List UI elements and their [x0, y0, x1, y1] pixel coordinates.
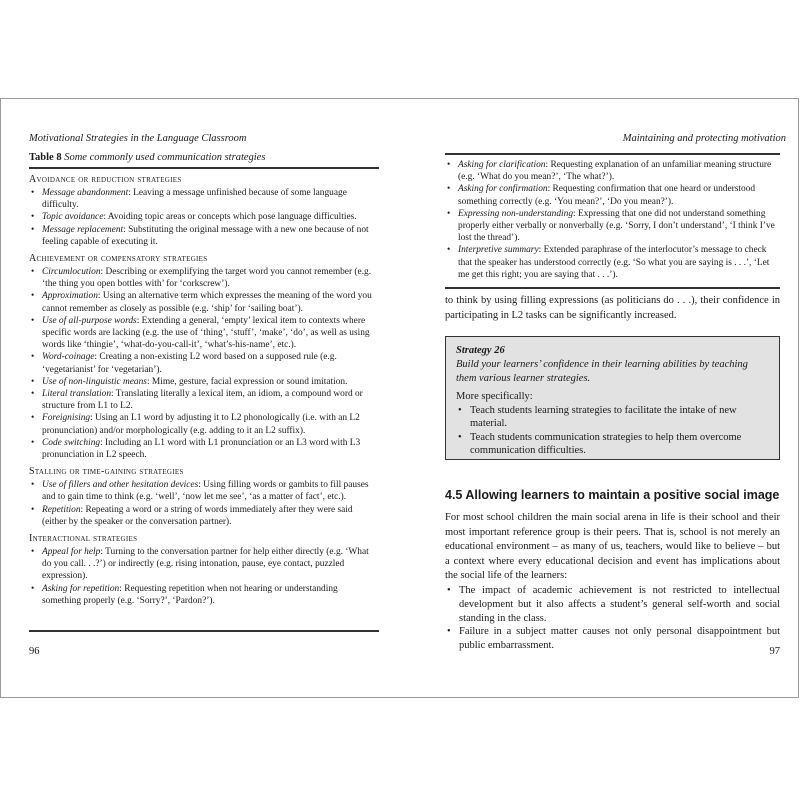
strategy-entry [41, 315, 379, 352]
strategy-entry [41, 546, 379, 583]
strategy-description: : Using filling words or gambits to fill pauses and to gain time to think (e.g. ‘well’, ‘now let me see’, ‘as a matter of fact’, etc.). [42, 480, 369, 503]
table-title: Some commonly used communication strategies [64, 152, 266, 163]
table-category-heading: Stalling or time-gaining strategies [29, 466, 184, 478]
strategy-entry [41, 266, 379, 290]
strategy-entry [41, 224, 379, 248]
strategy-description: : Extended paraphrase of the interlocutor’s message to check that the speaker has understood correctly (e.g. ‘So what you are saying is . . .’, ‘Let me get this right; you are saying that . . .’). [458, 245, 770, 280]
strategy-description: : Using an alternative term which expresses the meaning of the word you cannot remember as closely as possible (e.g. ‘ship’ for ‘sailing boat’). [42, 291, 372, 314]
table-caption [29, 152, 265, 163]
page-number-left: 96 [29, 646, 40, 657]
section-bullet-list [445, 584, 780, 653]
table-category-list [29, 187, 379, 248]
strategy-term: Word-coinage [42, 352, 95, 363]
strategy-term: Literal translation [42, 389, 112, 400]
table-category-list [29, 266, 379, 461]
section-bullet: • Failure in a subject matter causes not only personal disappointment but public embarrassment. [459, 625, 780, 653]
strategy-term: Code switching [42, 437, 101, 448]
strategy-term: Foreignising [42, 413, 91, 424]
strategy-list [456, 404, 769, 458]
strategy-entry [41, 504, 379, 528]
strategy-term: Repetition [42, 504, 81, 515]
strategy-entry [457, 159, 780, 183]
continued-strategy-list [445, 159, 780, 281]
strategy-description: : Avoiding topic areas or concepts which pose language difficulties. [103, 212, 357, 223]
strategy-term: Message replacement [42, 224, 124, 235]
strategy-description: : Requesting repetition when not hearing or understanding something properly (e.g. ‘Sorry?’, ‘Pardon?’). [42, 583, 338, 606]
strategy-term: Asking for repetition [42, 583, 120, 594]
strategy-entry [41, 412, 379, 436]
section-heading: 4.5 Allowing learners to maintain a positive social image [445, 488, 780, 502]
section-bullet: • The impact of academic achievement is not restricted to intellectual development but it also affects a student’s general self-worth and social standing in the class. [459, 584, 780, 625]
right-page [401, 99, 800, 697]
strategy-term: Circumlocution [42, 267, 101, 278]
left-page [1, 99, 401, 697]
strategy-description: : Requesting explanation of an unfamiliar meaning structure (e.g. ‘What do you mean?’, ‘The what?’). [458, 160, 772, 183]
strategy-term: Topic avoidance [42, 212, 104, 223]
strategy-term: Expressing non-understanding [458, 208, 574, 219]
strategy-term: Use of all-purpose words [42, 315, 137, 326]
strategy-description: : Repeating a word or a string of words immediately after they were said (either by the speaker or the conversation partner). [42, 504, 353, 527]
table-category-heading: Avoidance or reduction strategies [29, 174, 182, 185]
strategy-entry [41, 437, 379, 461]
strategy-list-item: • Teach students learning strategies to facilitate the intake of new material. [470, 404, 769, 431]
strategy-description: : Expressing that one did not understand something properly either verbally or nonverbally (e.g. ‘Sorry, I don’t understand’, ‘I think I’ve lost the thread’). [458, 208, 775, 244]
section-paragraph: For most school children the main social arena in life is their school and their most important reference group is their peers. That is, school is not merely an educational environment – as many of us, teachers, would like to believe – but a context where every educational decision and event has implications about the social life of the learners: [445, 512, 780, 582]
book-spread [0, 98, 799, 698]
strategy-entry [41, 290, 379, 314]
strategy-entry [457, 183, 780, 207]
strategy-term: Use of fillers and other hesitation devices [42, 480, 199, 491]
table-category-heading: Interactional strategies [29, 533, 138, 545]
strategy-term: Interpretive summary [458, 245, 539, 256]
strategy-entry [41, 187, 379, 211]
strategy-term: Use of non-linguistic means [42, 376, 147, 387]
communication-strategies-table [29, 167, 379, 632]
strategy-description: : Mime, gesture, facial expression or sound imitation. [146, 376, 348, 387]
running-head-left: Motivational Strategies in the Language Classroom [29, 133, 247, 144]
table-category-list [29, 479, 379, 528]
strategy-box [445, 336, 780, 460]
table-label: Table 8 [29, 152, 62, 163]
table-continuation [445, 153, 780, 289]
table-category-list [29, 546, 379, 607]
strategy-term: Message abandonment [42, 188, 129, 198]
strategy-entry [457, 208, 780, 245]
strategy-entry [41, 479, 379, 503]
paragraph-continuation: to think by using filling expressions (as politicians do . . .), their confidence in participating in L2 tasks can be significantly increased. [445, 295, 780, 321]
running-head-right: Maintaining and protecting motivation [622, 133, 786, 144]
strategy-entry [41, 351, 379, 375]
strategy-description: : Requesting confirmation that one heard or understood something correctly (e.g. ‘You mean?’, ‘Do you mean?’). [458, 184, 756, 207]
strategy-more: More specifically: [456, 391, 533, 402]
strategy-list-item: • Teach students communication strategies to help them overcome communication difficulties. [470, 431, 769, 458]
strategy-description: : Substituting the original message with a new one because of not feeling capable of executing it. [42, 224, 369, 247]
strategy-entry [41, 388, 379, 412]
strategy-description: : Creating a non-existing L2 word based on a supposed rule (e.g. ‘vegetarianist’ for ‘vegetarian’). [42, 352, 337, 375]
strategy-entry [41, 583, 379, 607]
strategy-description: : Leaving a message unfinished because of some language difficulty. [42, 188, 347, 211]
strategy-description: : Translating literally a lexical item, an idiom, a compound word or structure from L1 to L2. [42, 389, 363, 412]
strategy-description: : Describing or exemplifying the target word you cannot remember (e.g. ‘the thing you open bottles with’ for ‘corkscrew’). [42, 267, 372, 290]
strategy-entry [41, 376, 379, 388]
strategy-term: Asking for confirmation [458, 184, 548, 195]
table-category-heading: Achievement or compensatory strategies [29, 253, 208, 265]
strategy-description: : Including an L1 word with L1 pronunciation or an L3 word with L3 pronunciation in L2 speech. [42, 437, 361, 461]
strategy-description: : Extending a general, ‘empty’ lexical item to contexts where specific words are lacking (e.g. the use of ‘thing’, ‘stuff’, ‘make’, ‘do’, as well as using words like ‘thingie’, ‘what-do-you-call-it’, ‘what’s-his-name’, etc.). [42, 315, 370, 351]
strategy-goal: Build your learners’ confidence in their learning abilities by teaching them various learner strategies. [456, 359, 748, 384]
strategy-term: Asking for clarification [458, 160, 546, 170]
page-number-right: 97 [769, 646, 780, 657]
strategy-term: Appeal for help [42, 547, 101, 558]
strategy-entry [457, 244, 780, 281]
strategy-description: : Using an L1 word by adjusting it to L2 phonologically (i.e. with an L2 pronunciation) and/or morphologically (e.g. adding to it an L2 suffix). [42, 413, 360, 436]
strategy-term: Approximation [42, 291, 98, 302]
section-body [445, 511, 780, 653]
strategy-entry [41, 211, 379, 223]
strategy-title: Strategy 26 [456, 345, 505, 356]
strategy-description: : Turning to the conversation partner for help either directly (e.g. ‘What do you call. . .?’) or indirectly (e.g. rising intonation, pause, eye contact, puzzled expression). [42, 547, 369, 582]
